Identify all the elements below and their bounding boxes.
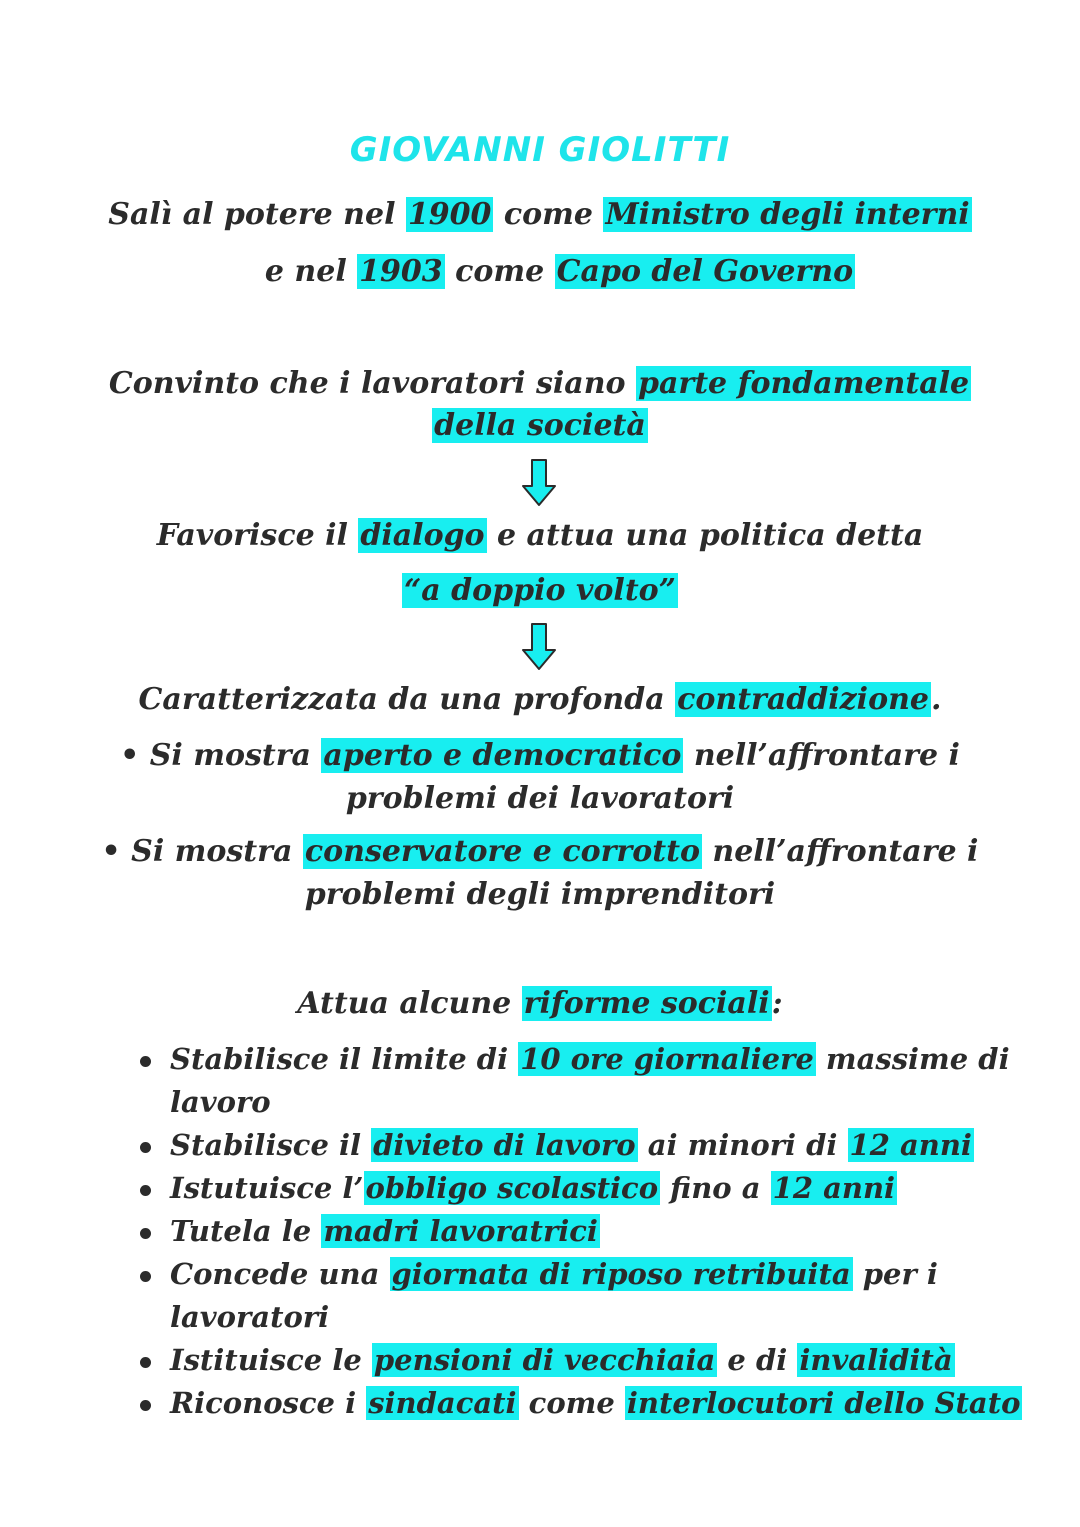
highlight-pensioni-vecchiaia: pensioni di vecchiaia bbox=[373, 1343, 716, 1377]
page-title: GIOVANNI GIOLITTI bbox=[349, 130, 731, 170]
highlight-doppio-volto: “a doppio volto” bbox=[404, 573, 676, 608]
text: Caratterizzata da una profonda bbox=[138, 682, 676, 717]
bullet-dot: • bbox=[120, 738, 150, 773]
highlight-giornata-riposo: giornata di riposo retribuita bbox=[391, 1257, 851, 1291]
highlight-10-ore: 10 ore giornaliere bbox=[520, 1042, 814, 1076]
intro-line-2 bbox=[20, 252, 1080, 292]
highlight-divieto-lavoro: divieto di lavoro bbox=[373, 1128, 636, 1162]
text: per i bbox=[852, 1257, 938, 1291]
highlight-riforme-sociali: riforme sociali bbox=[523, 986, 770, 1021]
highlight-parte-fondamentale: parte fondamentale bbox=[637, 366, 970, 401]
list-item bbox=[140, 1038, 1010, 1124]
convinto-line-2 bbox=[0, 406, 1080, 446]
text: Favorisce il bbox=[156, 518, 359, 553]
caratterizzata-line bbox=[0, 680, 1080, 720]
riforme-heading bbox=[0, 984, 1080, 1024]
highlight-12-anni: 12 anni bbox=[772, 1171, 896, 1205]
highlight-capo: Capo del Governo bbox=[556, 254, 854, 289]
mostra-aperto-line-2 bbox=[0, 779, 1080, 819]
text: problemi dei lavoratori bbox=[345, 781, 735, 816]
text: come bbox=[444, 254, 555, 289]
text: come bbox=[493, 197, 604, 232]
text: e di bbox=[717, 1343, 798, 1377]
text: Convinto che i lavoratori siano bbox=[108, 366, 636, 401]
highlight-sindacati: sindacati bbox=[368, 1386, 517, 1420]
text: lavoro bbox=[170, 1085, 271, 1119]
text: : bbox=[771, 986, 783, 1021]
highlight-1903: 1903 bbox=[359, 254, 443, 289]
bullet-dot: • bbox=[101, 834, 132, 869]
text: nell’affrontare i bbox=[683, 738, 960, 773]
text: ai minori di bbox=[637, 1128, 848, 1162]
text: nell’affrontare i bbox=[701, 834, 979, 869]
down-arrow-icon bbox=[521, 622, 557, 672]
down-arrow-icon bbox=[521, 458, 557, 508]
text: Riconosce i bbox=[170, 1386, 367, 1420]
riforme-list bbox=[140, 1038, 1021, 1425]
highlight-1900: 1900 bbox=[407, 197, 492, 232]
highlight-ministro: Ministro degli interni bbox=[605, 197, 970, 232]
list-item bbox=[140, 1253, 1000, 1339]
intro-line-1 bbox=[0, 195, 1080, 235]
list-item bbox=[140, 1167, 1000, 1210]
highlight-societa: della società bbox=[434, 408, 646, 443]
highlight-obbligo-scolastico: obbligo scolastico bbox=[365, 1171, 659, 1205]
text: Istutuisce l’ bbox=[170, 1171, 364, 1205]
convinto-line-1 bbox=[0, 364, 1080, 404]
text: e nel bbox=[264, 254, 358, 289]
list-item bbox=[140, 1382, 1021, 1425]
text: Tutela le bbox=[170, 1214, 322, 1248]
text: Concede una bbox=[170, 1257, 390, 1291]
list-item bbox=[140, 1339, 1000, 1382]
highlight-invalidita: invalidità bbox=[799, 1343, 953, 1377]
list-item bbox=[140, 1124, 1000, 1167]
mostra-aperto-line-1 bbox=[0, 736, 1080, 776]
text: Si mostra bbox=[131, 834, 303, 869]
text: Istituisce le bbox=[170, 1343, 372, 1377]
mostra-conservatore-line-1 bbox=[0, 832, 1080, 872]
text: Salì al potere nel bbox=[108, 197, 406, 232]
highlight-aperto-democratico: aperto e democratico bbox=[323, 738, 682, 773]
text: problemi degli imprenditori bbox=[304, 877, 776, 912]
highlight-interlocutori-stato: interlocutori dello Stato bbox=[626, 1386, 1021, 1420]
text: fino a bbox=[660, 1171, 771, 1205]
text: Si mostra bbox=[149, 738, 322, 773]
highlight-12-anni: 12 anni bbox=[849, 1128, 972, 1162]
text: Stabilisce il limite di bbox=[170, 1042, 519, 1076]
text: come bbox=[518, 1386, 625, 1420]
text: Stabilisce il bbox=[170, 1128, 372, 1162]
text: Attua alcune bbox=[297, 986, 522, 1021]
mostra-conservatore-line-2 bbox=[0, 875, 1080, 915]
text: e attua una politica detta bbox=[486, 518, 924, 553]
highlight-dialogo: dialogo bbox=[360, 518, 485, 553]
doppio-volto-line bbox=[0, 571, 1080, 611]
favorisce-line bbox=[0, 516, 1080, 556]
text: . bbox=[931, 682, 942, 717]
text: massime di bbox=[815, 1042, 1010, 1076]
highlight-conservatore-corrotto: conservatore e corrotto bbox=[304, 834, 700, 869]
text: lavoratori bbox=[170, 1300, 330, 1334]
highlight-contraddizione: contraddizione bbox=[677, 682, 929, 717]
highlight-madri-lavoratrici: madri lavoratrici bbox=[323, 1214, 598, 1248]
list-item bbox=[140, 1210, 1000, 1253]
